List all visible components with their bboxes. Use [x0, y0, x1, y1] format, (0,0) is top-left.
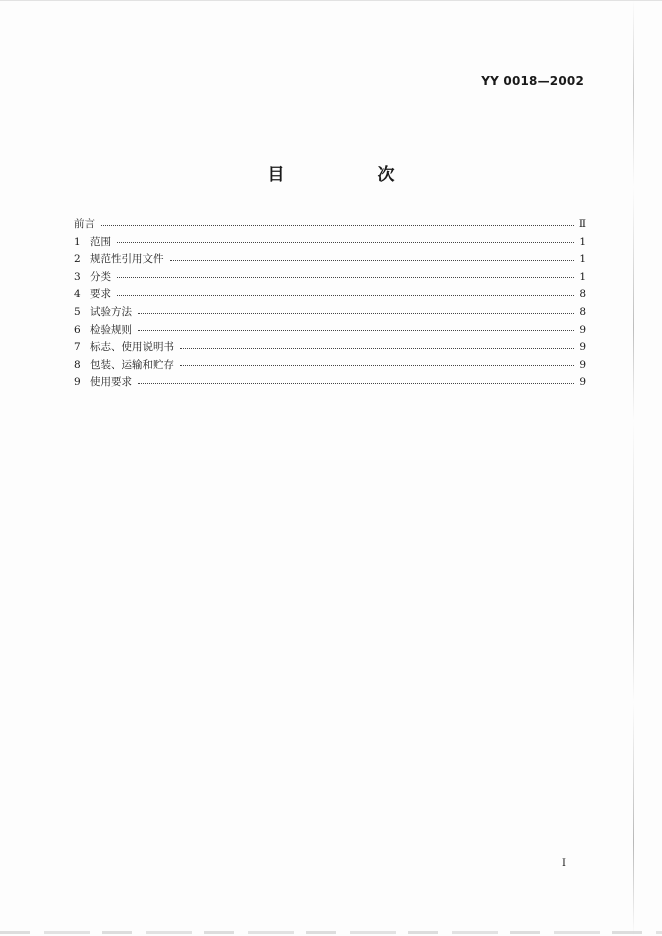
table-of-contents	[74, 216, 586, 392]
toc-entry[interactable]	[74, 374, 586, 392]
toc-entry[interactable]	[74, 234, 586, 252]
toc-dot-leader	[117, 295, 574, 296]
standard-code: YY 0018—2002	[481, 74, 584, 88]
toc-dot-leader	[180, 348, 574, 349]
toc-entry-page: 1	[579, 235, 586, 248]
toc-entry[interactable]	[74, 322, 586, 340]
toc-entry-label: 分类	[90, 270, 111, 283]
toc-dot-leader	[101, 225, 574, 226]
toc-entry-label: 检验规则	[90, 323, 132, 336]
page-number: I	[562, 858, 566, 869]
toc-entry-label: 试验方法	[90, 305, 132, 318]
toc-dot-leader	[117, 242, 574, 243]
toc-title: 目 次	[267, 165, 433, 185]
toc-dot-leader	[180, 365, 574, 366]
toc-entry-label: 标志、使用说明书	[90, 341, 174, 354]
toc-entry-page: 8	[579, 305, 586, 318]
toc-entry-number: 5	[74, 305, 81, 318]
toc-dot-leader	[138, 313, 574, 314]
scan-edge-bottom	[0, 931, 662, 934]
toc-entry-number: 4	[74, 288, 81, 301]
toc-entry-label: 要求	[90, 288, 111, 301]
toc-entry[interactable]	[74, 357, 586, 375]
toc-entry-page: 9	[579, 323, 586, 336]
toc-entry[interactable]	[74, 304, 586, 322]
toc-entry-page: 9	[579, 358, 586, 371]
toc-entry-page: 8	[579, 288, 586, 301]
toc-dot-leader	[170, 260, 575, 261]
toc-entry-label: 使用要求	[90, 376, 132, 389]
toc-dot-leader	[138, 330, 574, 331]
toc-entry[interactable]	[74, 251, 586, 269]
toc-entry-number: 6	[74, 323, 81, 336]
toc-dot-leader	[138, 383, 574, 384]
toc-entry-number: 3	[74, 270, 81, 283]
toc-entry-label: 包装、运输和贮存	[90, 358, 174, 371]
toc-entry-label: 前言	[74, 218, 95, 230]
toc-entry-label: 范围	[90, 235, 111, 248]
scan-edge-top	[0, 0, 662, 1]
toc-entry-page: 1	[579, 253, 586, 266]
toc-entry-page: 9	[579, 376, 586, 389]
toc-entry[interactable]	[74, 269, 586, 287]
toc-entry-page: Ⅱ	[578, 218, 586, 230]
toc-entry-number: 2	[74, 253, 81, 266]
toc-entry[interactable]	[74, 286, 586, 304]
toc-entry-number: 7	[74, 341, 81, 354]
toc-entry-number: 9	[74, 376, 81, 389]
scan-edge-right	[633, 0, 634, 936]
toc-entry-page: 9	[579, 341, 586, 354]
toc-entry-number: 8	[74, 358, 81, 371]
toc-entry[interactable]	[74, 339, 586, 357]
toc-dot-leader	[117, 277, 574, 278]
toc-entry-page: 1	[579, 270, 586, 283]
toc-entry[interactable]	[74, 216, 586, 234]
toc-entry-label: 规范性引用文件	[90, 253, 164, 266]
toc-entry-number: 1	[74, 235, 81, 248]
